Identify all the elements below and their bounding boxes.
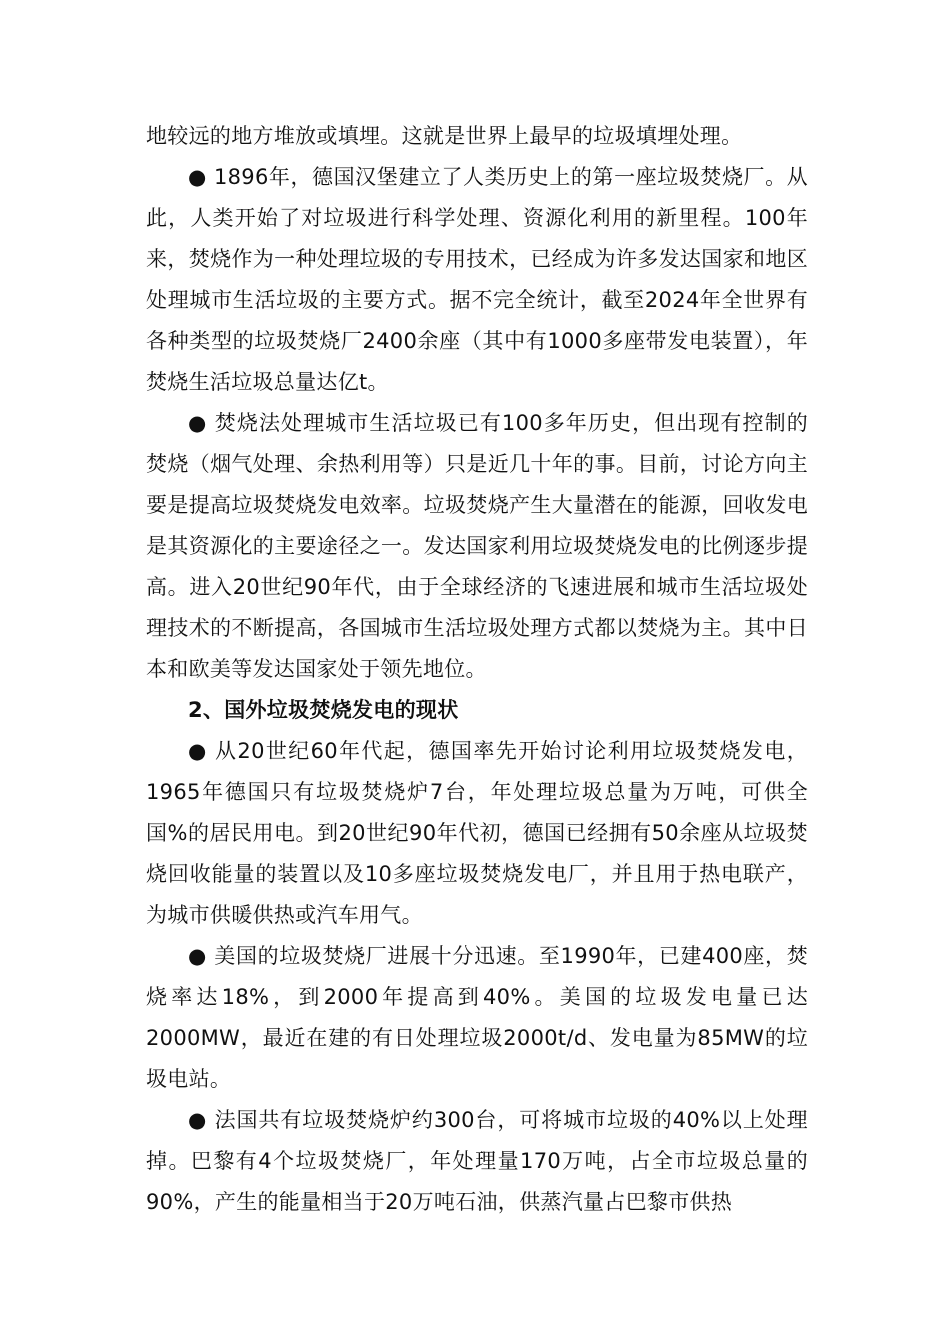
paragraph-continuation bbox=[146, 116, 808, 157]
bullet-icon: ● bbox=[188, 411, 207, 435]
bullet-icon: ● bbox=[188, 1108, 207, 1132]
section-heading: 2、国外垃圾焚烧发电的现状 bbox=[188, 698, 459, 722]
bullet-icon: ● bbox=[188, 739, 207, 763]
paragraph-text: 从20世纪60年代起，德国率先开始讨论利用垃圾焚烧发电，1965年德国只有垃圾焚烧炉7台，年处理垃圾总量为万吨，可供全国%的居民用电。到20世纪90年代初，德国已经拥有50余座从垃圾焚烧回收能量的装置以及10多座垃圾焚烧发电厂，并且用于热电联产，为城市供暖供热或汽车用气。 bbox=[146, 739, 808, 927]
bullet-icon: ● bbox=[188, 944, 207, 968]
paragraph-hamburg-incinerator bbox=[146, 157, 808, 403]
paragraph-germany bbox=[146, 731, 808, 936]
paragraph-france bbox=[146, 1100, 808, 1223]
document-body bbox=[146, 116, 808, 1223]
paragraph-text: 焚烧法处理城市生活垃圾已有100多年历史，但出现有控制的焚烧（烟气处理、余热利用等）只是近几十年的事。目前，讨论方向主要是提高垃圾焚烧发电效率。垃圾焚烧产生大量潜在的能源，回收发电是其资源化的主要途径之一。发达国家利用垃圾焚烧发电的比例逐步提高。进入20世纪90年代，由于全球经济的飞速进展和城市生活垃圾处理技术的不断提高，各国城市生活垃圾处理方式都以焚烧为主。其中日本和欧美等发达国家处于领先地位。 bbox=[146, 411, 808, 681]
paragraph-controlled-incineration bbox=[146, 403, 808, 690]
paragraph-text: 美国的垃圾焚烧厂进展十分迅速。至1990年，已建400座，焚烧率达18%，到2000年提高到40%。美国的垃圾发电量已达2000MW，最近在建的有日处理垃圾2000t/d、发电量为85MW的垃圾电站。 bbox=[146, 944, 808, 1091]
paragraph-text: 法国共有垃圾焚烧炉约300台，可将城市垃圾的40%以上处理掉。巴黎有4个垃圾焚烧厂，年处理量170万吨，占全市垃圾总量的90%，产生的能量相当于20万吨石油，供蒸汽量占巴黎市供热 bbox=[146, 1108, 808, 1214]
paragraph-usa bbox=[146, 936, 808, 1100]
bullet-icon: ● bbox=[188, 165, 207, 189]
paragraph-text: 地较远的地方堆放或填埋。这就是世界上最早的垃圾填埋处理。 bbox=[146, 124, 743, 148]
paragraph-text: 1896年，德国汉堡建立了人类历史上的第一座垃圾焚烧厂。从此，人类开始了对垃圾进行科学处理、资源化利用的新里程。100年来，焚烧作为一种处理垃圾的专用技术，已经成为许多发达国家和地区处理城市生活垃圾的主要方式。据不完全统计，截至2024年全世界有各种类型的垃圾焚烧厂2400余座（其中有1000多座带发电装置），年焚烧生活垃圾总量达亿t。 bbox=[146, 165, 808, 394]
